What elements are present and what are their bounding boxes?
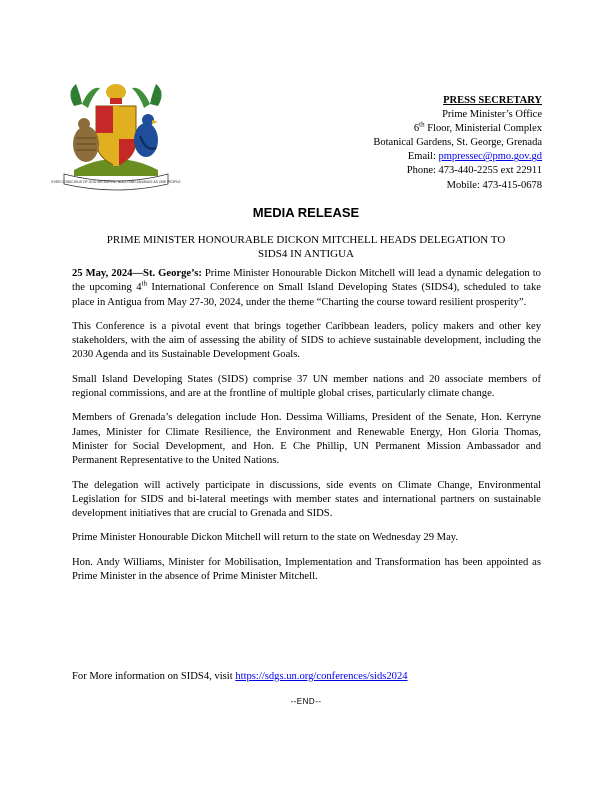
- office-email: Email: pmpressec@pmo.gov.gd: [407, 151, 542, 163]
- end-mark: --END--: [290, 697, 322, 706]
- headline-line-1: PRIME MINISTER HONOURABLE DICKON MITCHELL HEADS DELEGATION TO: [106, 234, 506, 246]
- paragraph-6: Prime Minister Honourable Dickon Mitchell will return to the state on Wednesday 29 May.: [72, 532, 459, 544]
- office-line-2: 6th Floor, Ministerial Complex: [413, 120, 542, 135]
- paragraph-1: 25 May, 2024—St. George’s: Prime Minister Honourable Dickon Mitchell will lead a dynamic delegation to the upcoming 4th International Conference on Small Island Developing States (SIDS4), scheduled to take place in Antigua from May 27-30, 2024, under the theme “Charting the course toward resilient prosperity”.: [72, 268, 542, 308]
- release-body: [72, 267, 541, 594]
- office-phone: Phone: 473-440-2255 ext 22911: [406, 165, 542, 177]
- paragraph-5: The delegation will actively participate in discussions, side events on Climate Change, Environmental Legislation for SIDS and bi-lateral meetings with member states and international partners on sustainable development initiatives that are crucial to Grenada and SIDS.: [72, 479, 541, 520]
- crest-motto: EVER CONSCIOUS OF GOD WE ASPIRE, BUILD AND ADVANCE AS ONE PEOPLE: [51, 180, 181, 184]
- email-link[interactable]: pmpressec@pmo.gov.gd: [438, 151, 542, 163]
- office-mobile: Mobile: 473-415-0678: [446, 179, 542, 191]
- paragraph-2: This Conference is a pivotal event that brings together Caribbean leaders, policy makers and other key stakeholders, with the aim of assessing the ability of SIDS to achieve sustainable development, including the 2030 Agenda and its Sustainable Development Goals.: [72, 320, 541, 361]
- headline-line-2: SIDS4 IN ANTIGUA: [258, 248, 354, 260]
- office-line-1: Prime Minister’s Office: [442, 109, 542, 121]
- media-release-heading: MEDIA RELEASE: [252, 205, 360, 220]
- more-info-line: For More information on SIDS4, visit https://sdgs.un.org/conferences/sids2024: [72, 671, 408, 682]
- press-office-contact: [282, 94, 542, 193]
- sids4-link[interactable]: https://sdgs.un.org/conferences/sids2024: [235, 671, 408, 682]
- release-headline: [86, 233, 526, 261]
- office-line-3: Botanical Gardens, St. George, Grenada: [373, 137, 542, 149]
- office-title: PRESS SECRETARY: [443, 95, 542, 106]
- paragraph-3: Small Island Developing States (SIDS) comprise 37 UN member nations and 20 associate members of regional commissions, and are at the frontline of multiple global crises, particularly climate change.: [72, 373, 541, 400]
- paragraph-4: Members of Grenada’s delegation include Hon. Dessima Williams, President of the Senate, Hon. Kerryne James, Minister for Climate Resilience, the Environment and Renewable Energy, Hon Gloria Thomas, Minister for Social Development, and Hon. E Che Phillip, UN Permanent Mission Ambassador and Permanent Representative to the United Nations.: [72, 412, 541, 467]
- paragraph-7: Hon. Andy Williams, Minister for Mobilisation, Implementation and Transformation has been appointed as Prime Minister in the absence of Prime Minister Mitchell.: [72, 556, 541, 583]
- grenada-coat-of-arms-icon: [51, 78, 181, 196]
